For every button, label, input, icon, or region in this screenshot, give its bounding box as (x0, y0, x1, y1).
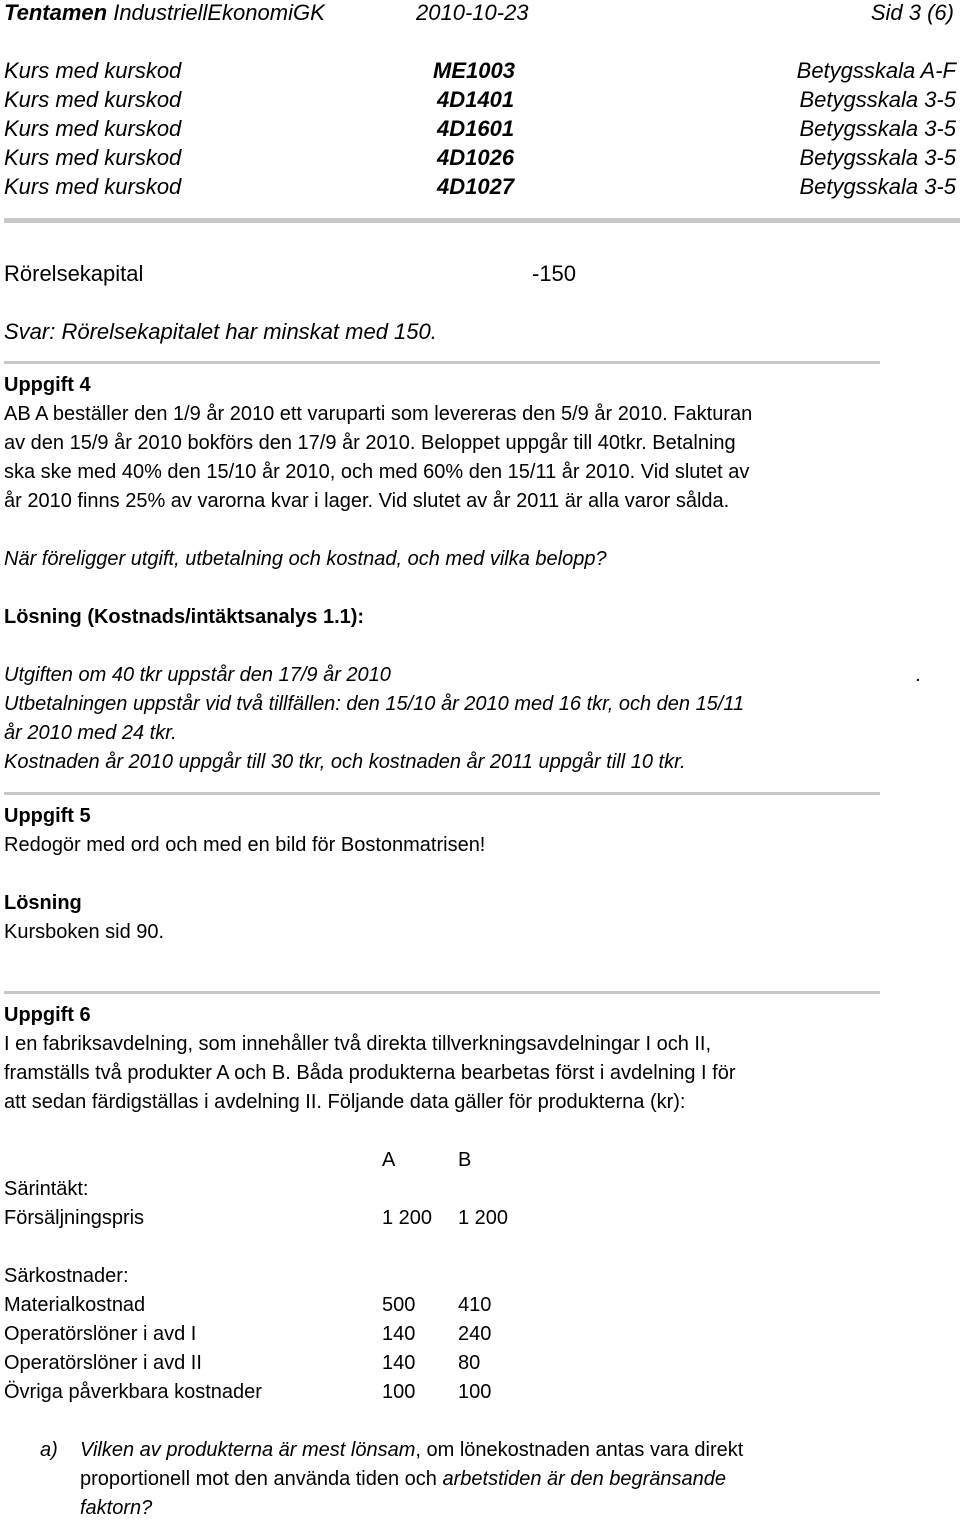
course-code: 4D1401 (437, 87, 515, 112)
table-cell-b: 80 (458, 1352, 481, 1374)
question-a-part: arbetstiden är den begränsande (442, 1468, 727, 1490)
task5-title: Uppgift 5 (4, 805, 91, 827)
table-cell-b: 240 (458, 1323, 492, 1345)
course-scale: Betygsskala 3-5 (799, 145, 956, 170)
title-bold: Tentamen (4, 0, 108, 25)
course-code: 4D1026 (437, 145, 515, 170)
cost-heading: Särkostnader: (4, 1265, 129, 1287)
document-title (4, 2, 325, 24)
task5-solution-title: Lösning (4, 892, 82, 914)
course-scale: Betygsskala 3-5 (799, 87, 956, 112)
working-capital-value: -150 (532, 261, 577, 286)
task6-title: Uppgift 6 (4, 1004, 91, 1026)
section-divider (4, 792, 880, 795)
course-scale: Betygsskala A-F (796, 58, 956, 83)
course-label: Kurs med kurskod (4, 58, 182, 83)
course-scale: Betygsskala 3-5 (799, 116, 956, 141)
table-cell-b: 100 (458, 1381, 492, 1403)
task4-body-line: ska ske med 40% den 15/10 år 2010, och med 60% den 15/11 år 2010. Vid slutet av (4, 461, 750, 483)
task4-title: Uppgift 4 (4, 374, 91, 396)
question-a-part: Vilken av produkterna är mest lönsam (80, 1439, 416, 1461)
column-header-b: B (458, 1149, 472, 1171)
table-row-label: Operatörslöner i avd II (4, 1352, 202, 1374)
table-cell-a: 500 (382, 1294, 416, 1316)
task4-body-line: AB A beställer den 1/9 år 2010 ett varuparti som levereras den 5/9 år 2010. Fakturan (4, 403, 753, 425)
question-a-marker: a) (40, 1439, 58, 1461)
course-label: Kurs med kurskod (4, 87, 182, 112)
course-label: Kurs med kurskod (4, 145, 182, 170)
column-header-a: A (382, 1149, 396, 1171)
course-code: 4D1027 (437, 174, 515, 199)
question-a-part: proportionell mot den använda tiden och (80, 1468, 443, 1490)
task4-question: När föreligger utgift, utbetalning och kostnad, och med vilka belopp? (4, 548, 607, 570)
title-rest: IndustriellEkonomiGK (107, 0, 325, 25)
question-a-line-2 (80, 1469, 726, 1489)
working-capital-label: Rörelsekapital (4, 261, 144, 286)
income-heading: Särintäkt: (4, 1178, 89, 1200)
task4-solution-line: Utgiften om 40 tkr uppstår den 17/9 år 2010 (4, 664, 391, 686)
table-cell-a: 100 (382, 1381, 416, 1403)
table-row-label: Operatörslöner i avd I (4, 1323, 197, 1345)
section-divider (4, 361, 880, 364)
task6-body-line: I en fabriksavdelning, som innehåller två direkta tillverkningsavdelningar I och II, (4, 1033, 712, 1055)
course-scale: Betygsskala 3-5 (799, 174, 956, 199)
task4-solution-title: Lösning (Kostnads/intäktsanalys 1.1): (4, 606, 365, 628)
question-a-part: , om lönekostnaden antas vara direkt (415, 1439, 744, 1461)
table-cell-a: 140 (382, 1352, 416, 1374)
task4-body-line: år 2010 finns 25% av varorna kvar i lager. Vid slutet av år 2011 är alla varor sålda. (4, 490, 730, 512)
task4-solution-dot: . (916, 664, 922, 686)
working-capital-answer: Svar: Rörelsekapitalet har minskat med 150. (4, 319, 437, 344)
task6-body-line: att sedan färdigställas i avdelning II. Följande data gäller för produkterna (kr): (4, 1091, 686, 1113)
course-code: ME1003 (433, 58, 515, 83)
table-row-label: Försäljningspris (4, 1207, 145, 1229)
page-number: Sid 3 (6) (870, 0, 954, 25)
table-row-label: Materialkostnad (4, 1294, 146, 1316)
table-cell-a: 1 200 (382, 1207, 433, 1229)
task4-solution-line: Kostnaden år 2010 uppgår till 30 tkr, och kostnaden år 2011 uppgår till 10 tkr. (4, 751, 686, 773)
table-row-label: Övriga påverkbara kostnader (4, 1381, 262, 1403)
section-divider (4, 991, 880, 994)
task6-body-line: framställs två produkter A och B. Båda produkterna bearbetas först i avdelning I för (4, 1062, 736, 1084)
task4-solution-line: år 2010 med 24 tkr. (4, 722, 177, 744)
table-cell-b: 410 (458, 1294, 492, 1316)
task4-solution-line: Utbetalningen uppstår vid två tillfällen: den 15/10 år 2010 med 16 tkr, och den 15/11 (4, 693, 745, 715)
task4-body-line: av den 15/9 år 2010 bokförs den 17/9 år 2010. Beloppet uppgår till 40tkr. Betalning (4, 432, 736, 454)
question-a-line-3: faktorn? (80, 1497, 153, 1519)
task5-body: Redogör med ord och med en bild för Bostonmatrisen! (4, 834, 486, 856)
table-cell-b: 1 200 (458, 1207, 509, 1229)
course-code: 4D1601 (437, 116, 515, 141)
header-divider (4, 218, 960, 223)
document-date: 2010-10-23 (416, 0, 529, 25)
course-label: Kurs med kurskod (4, 174, 182, 199)
task5-solution: Kursboken sid 90. (4, 921, 165, 943)
question-a-line-1 (80, 1440, 743, 1460)
table-cell-a: 140 (382, 1323, 416, 1345)
course-label: Kurs med kurskod (4, 116, 182, 141)
